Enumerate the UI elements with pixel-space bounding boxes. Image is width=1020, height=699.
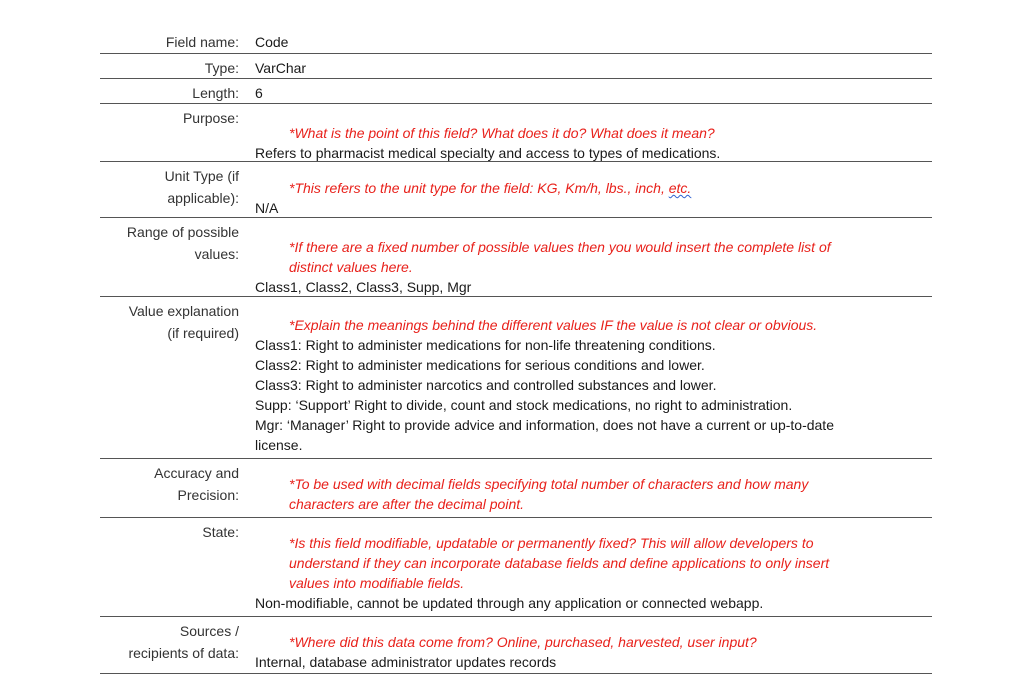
purpose-note: *What is the point of this field? What does it do? What does it mean?: [289, 125, 715, 141]
value-explanation-note: *Explain the meanings behind the different values IF the value is not clear or obvious.: [289, 317, 818, 333]
unit-type-cell: [247, 162, 932, 217]
value-explanation-line: license.: [255, 437, 303, 453]
value-explanation-line: Supp: ‘Support’ Right to divide, count and stock medications, no right to administration.: [255, 397, 793, 413]
row-state: [100, 518, 932, 617]
data-dictionary-table: [100, 28, 932, 674]
range-note-line2: distinct values here.: [289, 259, 413, 275]
purpose-cell: [247, 104, 932, 161]
unit-type-note-text: *This refers to the unit type for the field: KG, Km/h, lbs., inch,: [289, 180, 669, 196]
row-type: [100, 54, 932, 79]
value-explanation-line: Class2: Right to administer medications for serious conditions and lower.: [255, 357, 705, 373]
field-name-value: Code: [255, 34, 289, 50]
value-explanation-label-line1: Value explanation: [128, 303, 239, 319]
range-label-line2: values:: [194, 246, 239, 262]
sources-value: Internal, database administrator updates records: [255, 654, 557, 670]
value-explanation-line: Class3: Right to administer narcotics and controlled substances and lower.: [255, 377, 717, 393]
accuracy-cell: [247, 459, 932, 517]
type-value: VarChar: [255, 60, 307, 76]
row-range: [100, 218, 932, 297]
length-label: Length:: [192, 85, 239, 101]
sources-cell: [247, 617, 932, 673]
state-note-line3: values into modifiable fields.: [289, 575, 465, 591]
row-sources: [100, 617, 932, 674]
unit-type-label: [100, 162, 247, 217]
state-note-line1: *Is this field modifiable, updatable or permanently fixed? This will allow developers to: [289, 535, 814, 551]
range-value: Class1, Class2, Class3, Supp, Mgr: [255, 279, 472, 295]
unit-type-note-etc: etc.: [668, 180, 692, 196]
sources-label-line1: Sources /: [179, 623, 239, 639]
row-unit-type: [100, 162, 932, 218]
value-explanation-line: Class1: Right to administer medications for non-life threatening conditions.: [255, 337, 716, 353]
range-note-line1: *If there are a fixed number of possible values then you would insert the complete list of: [289, 239, 831, 255]
row-length: [100, 79, 932, 104]
accuracy-note-line2: characters are after the decimal point.: [289, 496, 525, 512]
value-explanation-label-line2: (if required): [167, 325, 239, 341]
range-cell: [247, 218, 932, 296]
accuracy-note-line1: *To be used with decimal fields specifying total number of characters and how many: [289, 476, 809, 492]
sources-label: [100, 617, 247, 673]
state-note-line2: understand if they can incorporate database fields and define applications to only insert: [289, 555, 830, 571]
value-explanation-label: [100, 297, 247, 458]
sources-note: *Where did this data come from? Online, purchased, harvested, user input?: [289, 634, 757, 650]
state-value: Non-modifiable, cannot be updated through any application or connected webapp.: [255, 595, 764, 611]
unit-type-note: [255, 178, 932, 198]
row-field-name: [100, 28, 932, 54]
row-purpose: [100, 104, 932, 162]
unit-type-label-line1: Unit Type (if: [164, 168, 239, 184]
state-label: State:: [202, 524, 239, 540]
state-cell: [247, 518, 932, 616]
unit-type-label-line2: applicable):: [167, 190, 239, 206]
range-label-line1: Range of possible: [126, 224, 239, 240]
length-value: 6: [255, 85, 263, 101]
purpose-label: Purpose:: [182, 110, 239, 126]
value-explanation-line: Mgr: ‘Manager’ Right to provide advice and information, does not have a current or up-to-date: [255, 417, 834, 433]
sources-label-line2: recipients of data:: [128, 645, 239, 661]
accuracy-label-line2: Precision:: [177, 487, 239, 503]
range-label: [100, 218, 247, 296]
field-name-label: Field name:: [165, 34, 239, 50]
row-accuracy: [100, 459, 932, 518]
type-label: Type:: [204, 60, 239, 76]
unit-type-value: N/A: [255, 200, 279, 216]
row-value-explanation: [100, 297, 932, 459]
value-explanation-cell: [247, 297, 932, 458]
accuracy-label-line1: Accuracy and: [154, 465, 239, 481]
purpose-value: Refers to pharmacist medical specialty and access to types of medications.: [255, 145, 721, 161]
accuracy-label: [100, 459, 247, 517]
